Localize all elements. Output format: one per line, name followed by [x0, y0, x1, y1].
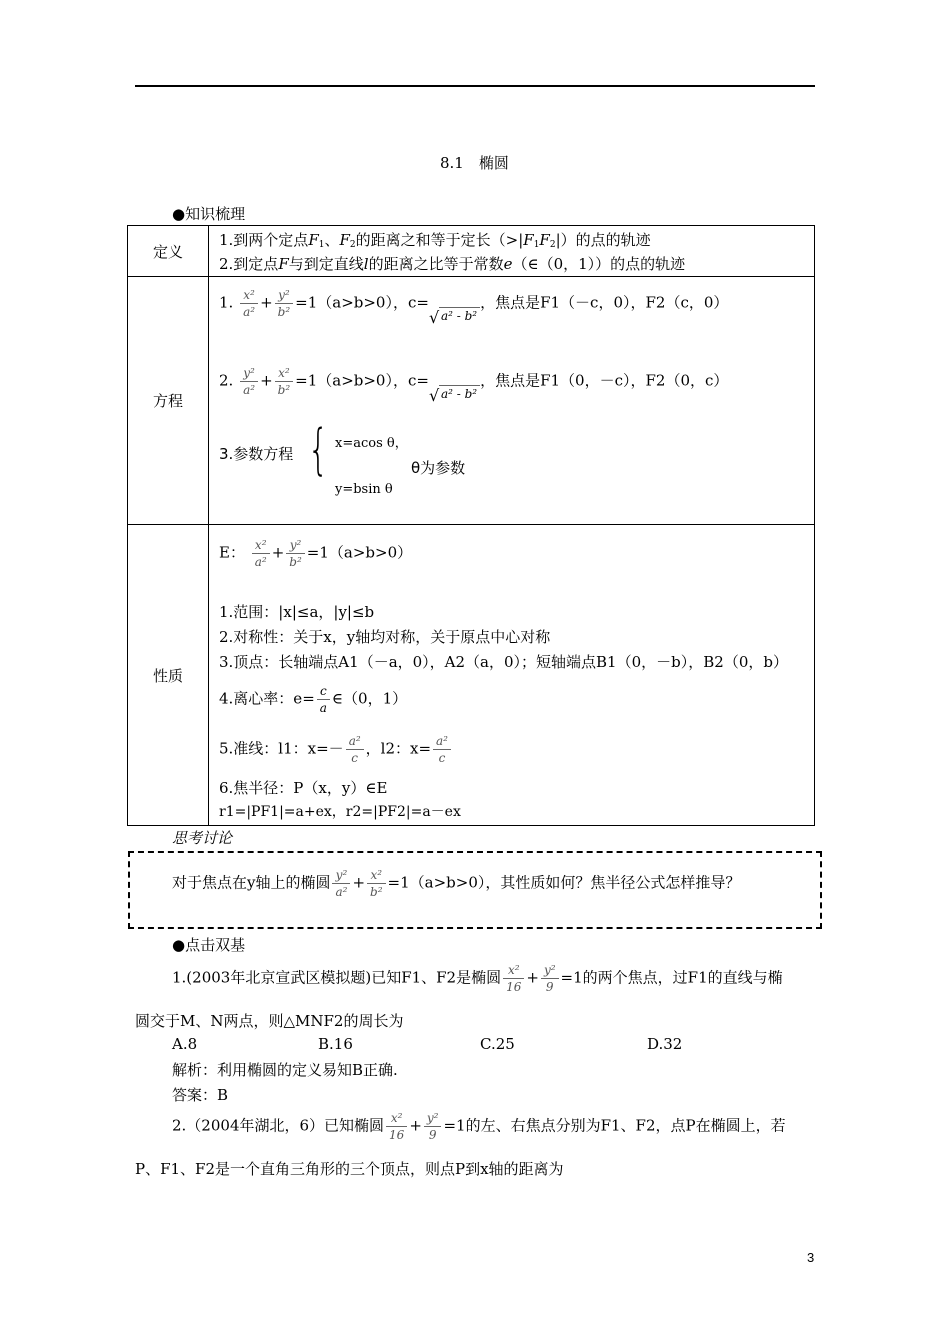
page-title: 8.1 椭圆: [440, 154, 509, 172]
q1-line2: 圆交于M、N两点，则△MNF2的周长为: [135, 1012, 404, 1030]
param-theta: θ为参数: [411, 459, 466, 477]
q1-option-b: B.16: [318, 1035, 353, 1053]
prop-ellipse: E： $\frac{\text{x²}}{\text{a²}}$ + $\frac{\text{y²}}{\text{b²}}$ =1（a>b>0）: [219, 538, 413, 569]
header-rule: [135, 85, 815, 87]
label-properties: 性质: [128, 525, 209, 826]
label-equation: 方程: [128, 277, 209, 525]
equation-2: 2. $\frac{\text{y²}}{\text{a²}}$ + $\frac{\text{x²}}{\text{b²}}$ =1（a>b>0），c= √ a² - b²，焦点是F1（0，－c），F2（0，c）: [219, 366, 729, 405]
prop-focal-formula: r1=|PF1|=a+ex，r2=|PF2|=a－ex: [219, 804, 461, 820]
label-definition: 定义: [128, 226, 209, 277]
prop-symmetry: 2.对称性：关于x，y轴均对称，关于原点中心对称: [219, 628, 551, 646]
section-heading-knowledge: ●知识梳理: [172, 205, 246, 223]
brace-icon: {: [307, 418, 329, 481]
q1-option-d: D.32: [647, 1035, 683, 1053]
prop-directrix: 5.准线：l1：x=－ $\frac{\text{a²}}{c}$ ，l2：x= $\frac{\text{a²}}{c}$: [219, 733, 453, 766]
q1-option-c: C.25: [480, 1035, 515, 1053]
think-question: 对于焦点在y轴上的椭圆 $\frac{\text{y²}}{\text{a²}}$ + $\frac{\text{x²}}{\text{b²}}$ =1（a>b>0），其性质如何？焦半径公式怎样推导？: [172, 868, 741, 899]
prop-eccentricity: 4.离心率：e= $\frac{c}{a}$ ∈（0，1）: [219, 684, 408, 715]
section-heading-basics: ●点击双基: [172, 936, 246, 954]
q2-line2: P、F1、F2是一个直角三角形的三个顶点，则点P到x轴的距离为: [135, 1160, 564, 1178]
prop-focal-radius: 6.焦半径：P（x，y）∈E: [219, 779, 388, 797]
knowledge-table: [127, 225, 815, 826]
prop-vertices: 3.顶点：长轴端点A1（－a，0），A2（a，0）；短轴端点B1（0，－b），B2（0，b）: [219, 653, 788, 671]
param-x: x=acos θ，: [335, 436, 408, 451]
equation-3-label: 3.参数方程: [219, 445, 294, 463]
param-y: y=bsin θ: [335, 482, 393, 497]
prop-range: 1.范围：|x|≤a，|y|≤b: [219, 603, 375, 621]
q1-analysis: 解析：利用椭圆的定义易知B正确.: [172, 1061, 398, 1079]
think-title: 思考讨论: [172, 829, 233, 847]
q2-line1: 2.（2004年湖北，6）已知椭圆 $\frac{\text{x²}}{16}$ + $\frac{\text{y²}}{9}$ =1的左、右焦点分别为F1、F2，点P在椭圆上，若: [172, 1111, 786, 1142]
definition-1: 1.到两个定点$F_1$、$F_2$的距离之和等于定长$(>|F_1F_2|)$的点的轨迹: [219, 231, 651, 250]
q1-option-a: A.8: [172, 1035, 198, 1053]
q1-answer: 答案：B: [172, 1086, 229, 1104]
q1-line1: 1.(2003年北京宣武区模拟题)已知F1、F2是椭圆 $\frac{\text{x²}}{16}$ + $\frac{\text{y²}}{9}$ =1的两个焦点，过F1的直线与椭: [172, 963, 783, 994]
equation-1: 1. $\frac{\text{x²}}{\text{a²}}$ + $\frac{\text{y²}}{\text{b²}}$ =1（a>b>0），c= √ a² - b²，焦点是F1（－c，0），F2（c，0）: [219, 288, 729, 327]
think-box: [128, 851, 822, 929]
definition-2: 2.到定点F与到定直线l的距离之比等于常数e（∈（0，1））的点的轨迹: [219, 255, 686, 273]
page-number: 3: [807, 1250, 815, 1265]
